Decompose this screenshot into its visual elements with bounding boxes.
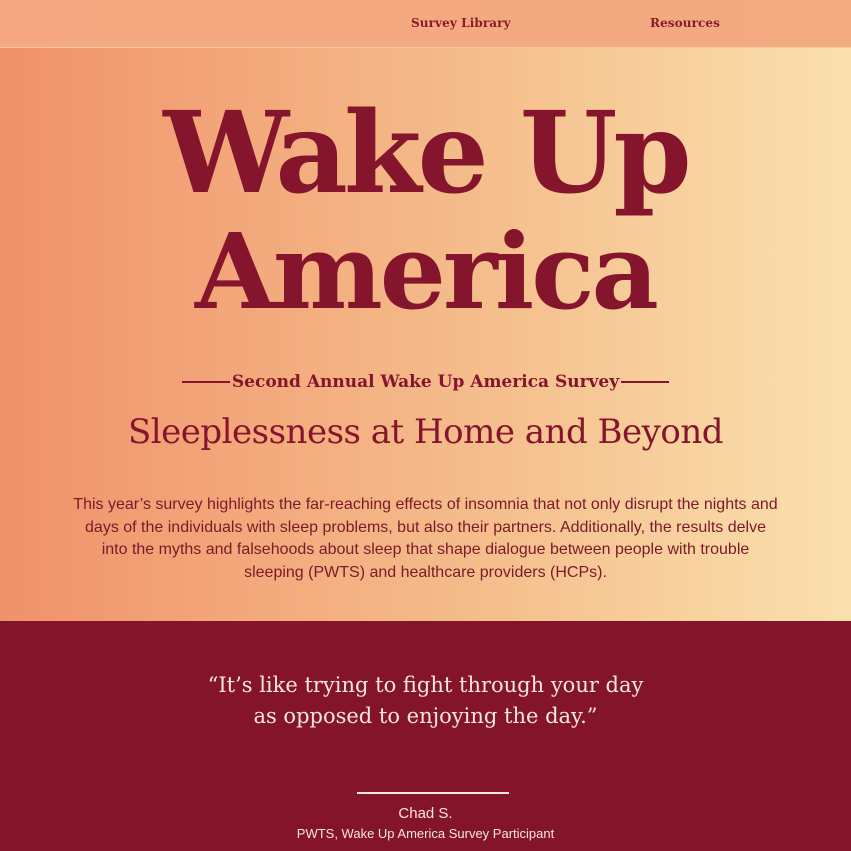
top-nav [0, 0, 851, 48]
kicker-rule-left [182, 381, 230, 383]
logo-line-2: America [195, 210, 656, 333]
quote-divider [357, 792, 509, 794]
logo-line-1: Wake Up [163, 88, 688, 219]
nav-link-resources[interactable]: Resources [650, 16, 721, 30]
quote-author: Chad S. [398, 805, 453, 822]
page-title: Sleeplessness at Home and Beyond [127, 412, 723, 452]
survey-kicker: Second Annual Wake Up America Survey [231, 372, 620, 392]
nav-link-survey-library[interactable]: Survey Library [411, 16, 511, 30]
kicker-rule-right [621, 381, 669, 383]
kicker-row [0, 372, 851, 392]
hero-section [0, 48, 851, 621]
intro-paragraph: This year’s survey highlights the far-reaching effects of insomnia that not only disrupt the nights and days of the individuals with sleep problems, but also their partners. Additionally, the results delve into the myths and falsehoods about sleep that shape dialogue between people with trouble sleeping (PWTS) and healthcare providers (HCPs). [73, 496, 778, 581]
quote-section [0, 621, 851, 851]
quote-author-role: PWTS, Wake Up America Survey Participant [296, 826, 555, 841]
testimonial-quote: “It’s like trying to fight through your day as opposed to enjoying the day.” [207, 673, 644, 728]
